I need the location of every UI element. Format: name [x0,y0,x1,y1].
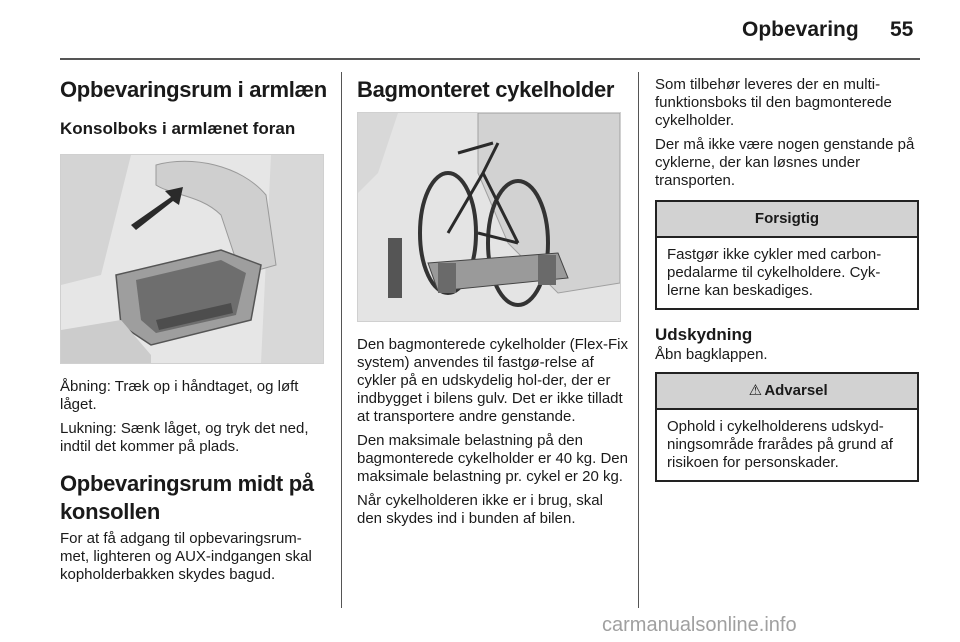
loose-objects-info: Der må ikke være nogen genstande på cyklerne, der kan løsnes under transporten. [655,136,915,189]
header-rule [60,58,920,60]
accessory-info: Som tilbehør leveres der en multi-funktionsboks til den bagmonterede cykelholder. [655,76,892,129]
max-load-info: Den maksimale belastning på den bagmonterede cykelholder er 40 kg. Den maksimale belastning pr. cykel er 20 kg. [357,432,628,485]
warning-title: Advarsel [764,382,828,399]
bike-carrier-description: Den bagmonterede cykelholder (Flex-Fix system) anvendes til fastgø-relse af cykler på en udskydelig hol-der, der er indbygget i bilens gulv. Det er ikke tilladt at transportere andre genstande. [357,336,628,425]
warning-header [657,374,917,410]
armrest-illustration [60,154,324,364]
center-console-storage-heading: Opbevaringsrum midt på konsollen [60,471,314,524]
watermark: carmanualsonline.info [602,614,797,636]
bike-carrier-illustration [357,112,621,322]
warning-triangle-icon: ⚠ [748,382,763,399]
caution-text: Fastgør ikke cykler med carbon-pedalarme til cykelholdere. Cyk-lerne kan beskadiges. [667,246,882,299]
console-box-subheading: Konsolboks i armlænet foran [60,119,296,138]
column-divider-1 [341,72,342,608]
armrest-storage-heading: Opbevaringsrum i armlæn [60,77,327,102]
column-left [60,76,328,590]
warning-box [655,372,919,482]
page-number: 55 [890,18,914,41]
open-tailgate-instruction: Åbn bagklappen. [655,346,768,363]
page-header-title: Opbevaring [742,18,859,41]
column-right [655,76,919,482]
closing-instruction: Lukning: Sænk låget, og tryk det ned, indtil det kommer på plads. [60,420,309,455]
opening-instruction: Åbning: Træk op i håndtaget, og løft låget. [60,378,299,413]
storage-instruction: Når cykelholderen ikke er i brug, skal den skydes ind i bunden af bilen. [357,492,603,527]
warning-text: Ophold i cykelholderens udskyd-ningsområde frarådes på grund af risikoen for personskader. [667,418,893,471]
caution-title: Forsigtig [657,202,917,238]
column-divider-2 [638,72,639,608]
center-console-description: For at få adgang til opbevaringsrum-met, lighteren og AUX-indgangen skal kopholderbakken skydes bagud. [60,530,312,583]
extension-subheading: Udskydning [655,325,753,344]
column-middle [357,76,629,534]
bike-carrier-heading: Bagmonteret cykelholder [357,77,615,102]
caution-box [655,200,919,310]
bike-carrier-drawing [358,113,620,321]
armrest-console-drawing [61,155,323,363]
